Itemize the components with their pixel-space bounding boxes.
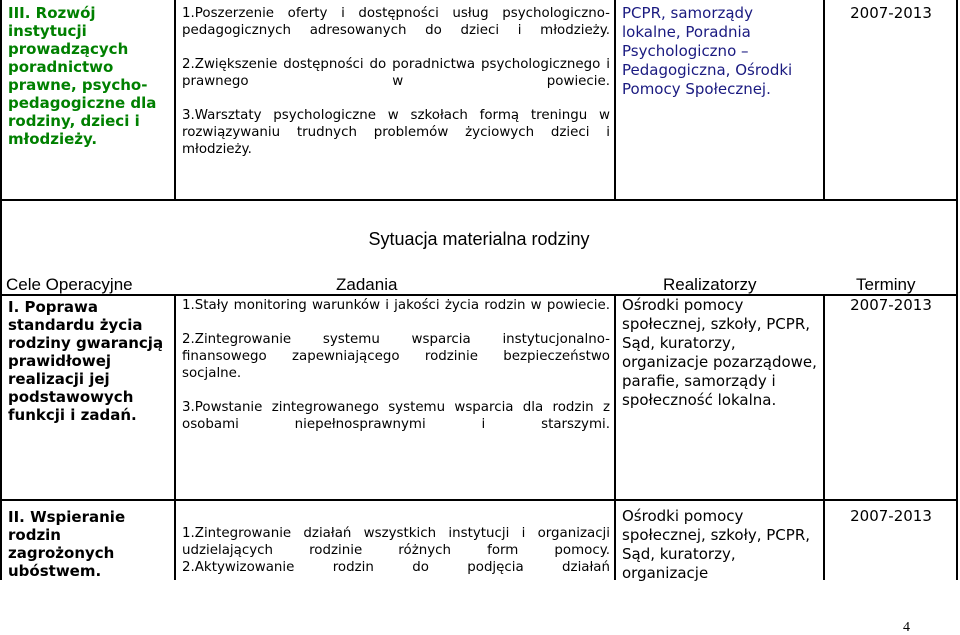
term-goal-i: 2007-2013 <box>850 296 932 314</box>
task-item: 1.Poszerzenie oferty i dostępności usług psychologiczno-pedagogicznych adresowanych do dzieci i młodzieży. <box>182 6 610 38</box>
realizers-goal-iii: PCPR, samorządy lokalne, Poradnia Psychologiczno – Pedagogiczna, Ośrodki Pomocy Społecznej. <box>622 4 793 98</box>
tasks-goal-i <box>182 297 610 433</box>
column-divider-3-top <box>823 0 825 200</box>
operational-goal-ii: II. Wspieranie rodzin zagrożonych ubóstwem. <box>8 508 126 580</box>
column-divider-1-top <box>174 0 176 200</box>
header-cele-operacyjne: Cele Operacyjne <box>6 275 133 294</box>
task-item: 2.Aktywizowanie rodzin do podjęcia działań <box>182 560 610 575</box>
table-border-left-bottom <box>0 499 2 580</box>
column-divider-2-top <box>614 0 616 200</box>
table-border-right-bottom <box>956 499 958 580</box>
table-border-right-top <box>956 0 958 200</box>
column-divider-2-bottom <box>614 499 616 580</box>
term-goal-iii: 2007-2013 <box>850 4 932 22</box>
column-divider-2-mid <box>614 294 616 501</box>
column-divider-1-bottom <box>174 499 176 580</box>
operational-goal-iii: III. Rozwój instytucji prowadzących poradnictwo prawne, psycho-pedagogiczne dla rodziny, dzieci i młodzieży. <box>8 4 157 148</box>
page-number: 4 <box>903 620 910 635</box>
header-terminy: Terminy <box>856 275 916 294</box>
task-item: 3.Powstanie zintegrowanego systemu wsparcia dla rodzin z osobami niepełnosprawnymi i starszymi. <box>182 400 610 432</box>
row-divider-mid <box>0 499 958 501</box>
row-divider-top <box>0 199 958 201</box>
realizers-goal-ii: Ośrodki pomocy społecznej, szkoły, PCPR, Sąd, kuratorzy, organizacje <box>622 507 811 582</box>
task-item: 1.Stały monitoring warunków i jakości życia rodzin w powiecie. <box>182 298 610 313</box>
realizers-goal-i: Ośrodki pomocy społecznej, szkoły, PCPR, Sąd, kuratorzy, organizacje pozarządowe, parafie, samorządy i społeczność lokalna. <box>622 296 817 409</box>
task-item: 2.Zintegrowanie systemu wsparcia instytucjonalno-finansowego zapewniającego rodzinie bezpieczeństwo socjalne. <box>182 332 610 381</box>
task-item: 3.Warsztaty psychologiczne w szkołach formą treningu w rozwiązywaniu trudnych problemów życiowych dzieci i młodzieży. <box>182 108 610 157</box>
task-item: 2.Zwiększenie dostępności do poradnictwa psychologicznego i prawnego w powiecie. <box>182 57 610 89</box>
operational-goal-i: I. Poprawa standardu życia rodziny gwarancją prawidłowej realizacji jej podstawowych funkcji i zadań. <box>8 298 164 424</box>
tasks-goal-iii <box>182 5 610 158</box>
tasks-goal-ii <box>182 525 610 576</box>
table-border-left-top <box>0 0 2 200</box>
term-goal-ii: 2007-2013 <box>850 507 932 525</box>
task-item: 1.Zintegrowanie działań wszystkich instytucji i organizacji udzielających rodzinie różnych form pomocy. <box>182 526 610 558</box>
header-zadania: Zadania <box>336 275 398 294</box>
column-divider-3-mid <box>823 294 825 501</box>
column-divider-3-bottom <box>823 499 825 580</box>
section-title: Sytuacja materialna rodziny <box>368 229 590 249</box>
header-realizatorzy: Realizatorzy <box>663 275 757 294</box>
column-divider-1-mid <box>174 294 176 501</box>
